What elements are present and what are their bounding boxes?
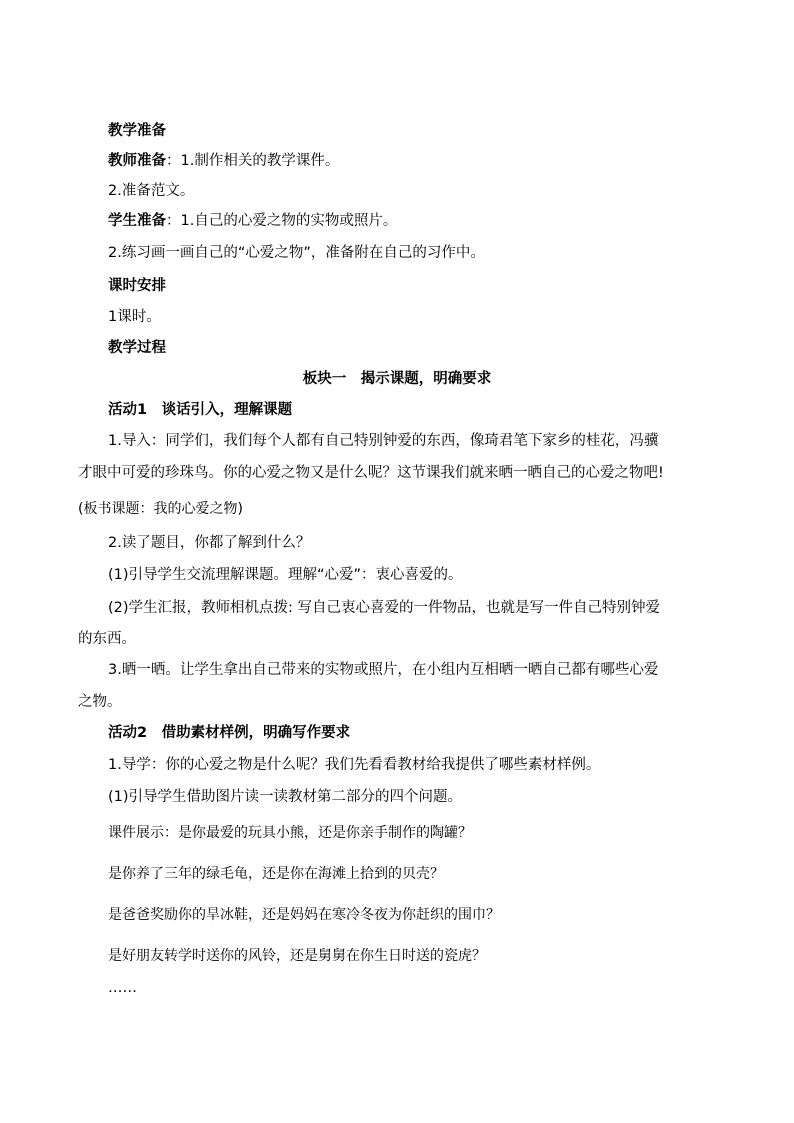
activity-1-paragraph-1-line-2: 才眼中可爱的珍珠鸟。你的心爱之物又是什么呢？这节课我们就来晒一晒自己的心爱之物吧! [78, 465, 664, 481]
activity-1-paragraph-2-item-2-line-1: (2)学生汇报，教师相机点拨: 写自己衷心喜爱的一件物品，也就是写一件自己特别钟爱 [108, 600, 661, 616]
section-heading-process: 教学过程 [108, 340, 166, 356]
block-title: 板块一 揭示课题，明确要求 [302, 371, 492, 387]
activity-1-title: 活动1 谈话引入，理解课题 [108, 402, 293, 418]
ellipsis: …… [108, 980, 137, 996]
teacher-prep-label: 教师准备 [108, 153, 166, 169]
activity-1-paragraph-2-item-2-line-2: 的东西。 [78, 631, 136, 647]
board-title-note: (板书课题：我的心爱之物) [78, 501, 243, 517]
activity-1-paragraph-3-line-2: 之物。 [78, 694, 122, 710]
student-prep-line [108, 211, 397, 231]
activity-2-title: 活动2 借助素材样例，明确写作要求 [108, 725, 351, 741]
activity-2-paragraph-1-item-1: (1)引导学生借助图片读一读教材第二部分的四个问题。 [108, 789, 463, 805]
section-heading-teaching-prep: 教学准备 [108, 123, 166, 139]
courseware-display-line-1: 课件展示：是你最爱的玩具小熊，还是你亲手制作的陶罐？ [108, 825, 472, 841]
student-prep-label: 学生准备 [108, 213, 166, 229]
courseware-display-line-4: 是好朋友转学时送你的风铃，还是舅舅在你生日时送的瓷虎？ [108, 948, 486, 964]
schedule-value: 1课时。 [108, 309, 161, 325]
courseware-display-line-2: 是你养了三年的绿毛龟，还是你在海滩上拾到的贝壳？ [108, 866, 444, 882]
student-prep-item-2: 2.练习画一画自己的“心爱之物”，准备附在自己的习作中。 [108, 245, 485, 261]
teacher-prep-line [108, 151, 339, 171]
activity-1-paragraph-2: 2.读了题目，你都了解到什么？ [108, 535, 311, 551]
teacher-prep-item-1: ：1.制作相关的教学课件。 [166, 153, 340, 169]
activity-1-paragraph-1-line-1: 1.导入：同学们，我们每个人都有自己特别钟爱的东西，像琦君笔下家乡的桂花，冯骥 [108, 433, 659, 449]
activity-1-paragraph-3-line-1: 3.晒一晒。让学生拿出自己带来的实物或照片，在小组内互相晒一晒自己都有哪些心爱 [108, 662, 659, 678]
student-prep-item-1: ：1.自己的心爱之物的实物或照片。 [166, 213, 398, 229]
activity-2-paragraph-1: 1.导学：你的心爱之物是什么呢？我们先看看教材给我提供了哪些素材样例。 [108, 757, 601, 773]
courseware-display-line-3: 是爸爸奖励你的旱冰鞋，还是妈妈在寒冷冬夜为你赶织的围巾？ [108, 907, 500, 923]
section-heading-schedule: 课时安排 [108, 278, 166, 294]
activity-1-paragraph-2-item-1: (1)引导学生交流理解课题。理解“心爱”：衷心喜爱的。 [108, 567, 463, 583]
teacher-prep-item-2: 2.准备范文。 [108, 183, 195, 199]
